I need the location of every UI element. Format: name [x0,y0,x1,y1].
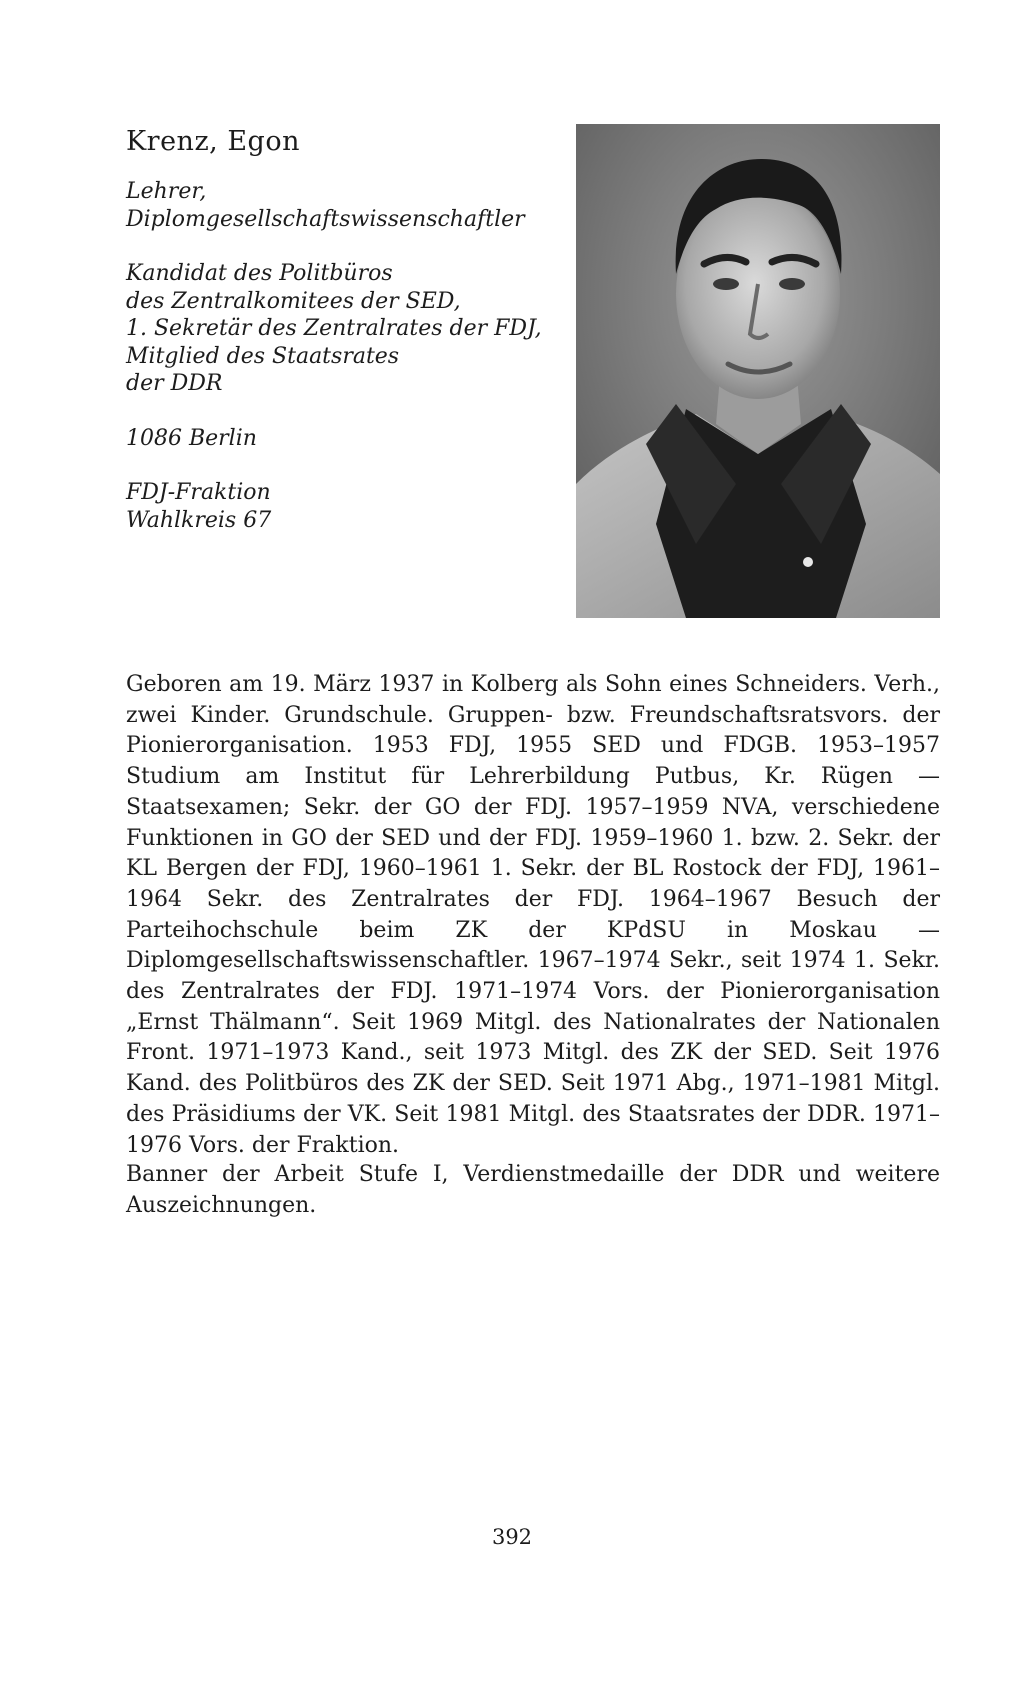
constituency: Wahlkreis 67 [126,507,272,533]
profession-block [126,178,566,233]
position-line: des Zentralkomitees der SED, [126,288,461,314]
entry-name: Krenz, Egon [126,126,300,157]
position-line: 1. Sekretär des Zentralrates der FDJ, [126,316,542,341]
position-line: der DDR [126,371,223,396]
biography-text: Geboren am 19. März 1937 in Kolberg als Sohn eines Schneiders. Verh., zwei Kinder. Grundschule. Gruppen- bzw. Freundschaftsratsvors. der Pionierorganisation. 1953 FDJ, 1955 SED und FDGB. 1953–1957 Studium am Institut für Lehrerbildung Putbus, Kr. Rügen — Staatsexamen; Sekr. der GO der FDJ. 1957–1959 NVA, verschiedene Funktionen in GO der SED und der FDJ. 1959–1960 1. bzw. 2. Sekr. der KL Bergen der FDJ, 1960–1961 1. Sekr. der BL Rostock der FDJ, 1961–1964 Sekr. des Zentralrates der FDJ. 1964–1967 Besuch der Parteihochschule beim ZK der KPdSU in Moskau — Diplomgesellschaftswissenschaftler. 1967–1974 Sekr., seit 1974 1. Sekr. des Zentralrates der FDJ. 1971–1974 Vors. der Pionierorganisation „Ernst Thälmann“. Seit 1969 Mitgl. des Nationalrates der Nationalen Front. 1971–1973 Kand., seit 1973 Mitgl. des ZK der SED. Seit 1976 Kand. des Politbüros des ZK der SED. Seit 1971 Abg., 1971–1981 Mitgl. des Präsidiums der VK. Seit 1981 Mitgl. des Staatsrates der DDR. 1971–1976 Vors. der Fraktion. [126,672,940,1158]
city-block [126,425,566,453]
profession-line: Diplomgesellschaftswissenschaftler [126,206,525,232]
profession-line: Lehrer, [126,179,207,204]
page-number: 392 [491,1525,533,1549]
city: 1086 Berlin [126,425,257,451]
positions-block [126,260,566,398]
position-line: Mitglied des Staatsrates [126,343,400,369]
awards-text: Banner der Arbeit Stufe I, Verdienstmedaille der DDR und weitere Auszeichnungen. [126,1162,940,1218]
faction: FDJ-Fraktion [126,480,271,505]
entry-summary [126,178,566,561]
position-line: Kandidat des Politbüros [126,261,393,286]
portrait-illustration [576,124,940,618]
faction-block [126,479,566,534]
portrait-photo [576,124,940,618]
